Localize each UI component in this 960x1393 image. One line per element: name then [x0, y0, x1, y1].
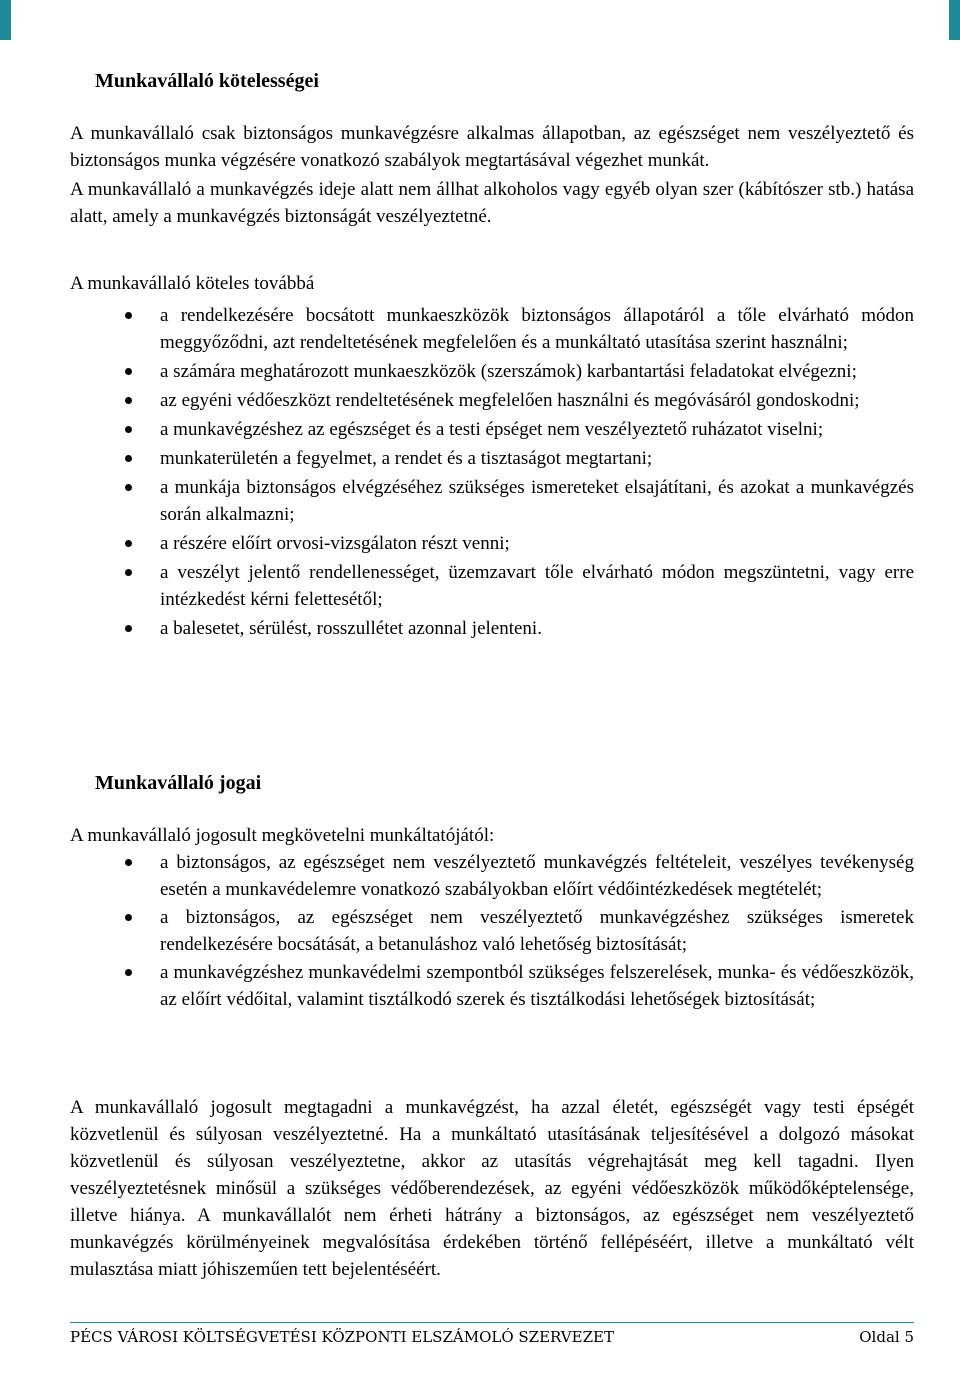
list-item: a részére előírt orvosi-vizsgálaton részt venni;: [70, 530, 914, 557]
list-item: a biztonságos, az egészséget nem veszélyeztető munkavégzés feltételeit, veszélyes tevékenység esetén a munkavédelemre vonatkozó szabályokban előírt védőintézkedések megtételét;: [70, 849, 914, 903]
list-item: munkaterületén a fegyelmet, a rendet és a tisztaságot megtartani;: [70, 445, 914, 472]
paragraph-refuse-work: A munkavállaló jogosult megtagadni a munkavégzést, ha azzal életét, egészségét vagy testi épségét közvetlenül és súlyosan veszélyeztetné. Ha a munkáltató utasításának teljesítésével a dolgozó másokat közvetlenül és súlyosan veszélyeztetne, akkor az utasítás végrehajtását meg kell tagadni. Ilyen veszélyeztetésnek minősül a szükséges védőberendezések, az egyéni védőeszközök működőképtelensége, illetve hiánya. A munkavállalót nem érheti hátrány a biztonságos, az egészséget nem veszélyeztető munkavégzés körülményeinek megvalósítása érdekében történő fellépéséért, illetve a munkáltató vélt mulasztása miatt jóhiszeműen tett bejelentéséért.: [70, 1097, 914, 1280]
paragraph-fitness: A munkavállaló csak biztonságos munkavégzésre alkalmas állapotban, az egészséget nem veszélyeztető és biztonságos munka végzésére vonatkozó szabályok megtartásával végezhet munkát.: [70, 123, 914, 171]
section-heading-obligations: Munkavállaló kötelességei: [95, 70, 319, 92]
page-footer: [70, 1322, 914, 1347]
paragraph-obliged-further: A munkavállaló köteles továbbá: [70, 273, 315, 294]
bullet-icon: [125, 455, 132, 462]
rights-list: [70, 849, 914, 1014]
list-item: a biztonságos, az egészséget nem veszélyeztető munkavégzéshez szükséges ismeretek rendelkezésére bocsátását, a betanuláshoz való lehetőség biztosítását;: [70, 904, 914, 958]
bullet-icon: [125, 859, 132, 866]
bullet-icon: [125, 397, 132, 404]
list-item: a veszélyt jelentő rendellenességet, üzemzavart tőle elvárható módon megszüntetni, vagy erre intézkedést kérni felettesétől;: [70, 559, 914, 613]
list-item: a munkavégzéshez az egészséget és a testi épséget nem veszélyeztető ruházatot viselni;: [70, 416, 914, 443]
list-item: a számára meghatározott munkaeszközök (szerszámok) karbantartási feladatokat elvégezni;: [70, 358, 914, 385]
list-item: a munkája biztonságos elvégzéséhez szükséges ismereteket elsajátítani, és azokat a munkavégzés során alkalmazni;: [70, 474, 914, 528]
section-heading-rights: Munkavállaló jogai: [95, 772, 262, 794]
list-item: az egyéni védőeszközt rendeltetésének megfelelően használni és megóvásáról gondoskodni;: [70, 387, 914, 414]
footer-organization: PÉCS VÁROSI KÖLTSÉGVETÉSI KÖZPONTI ELSZÁMOLÓ SZERVEZET: [70, 1328, 614, 1346]
corner-mark-left: [0, 0, 11, 40]
bullet-icon: [125, 368, 132, 375]
footer-page-number: Oldal 5: [859, 1328, 914, 1346]
obligations-list: [70, 302, 914, 644]
bullet-icon: [125, 625, 132, 632]
bullet-icon: [125, 426, 132, 433]
bullet-icon: [125, 969, 132, 976]
corner-mark-right: [949, 0, 960, 40]
bullet-icon: [125, 569, 132, 576]
bullet-icon: [125, 312, 132, 319]
bullet-icon: [125, 484, 132, 491]
paragraph-alcohol: A munkavállaló a munkavégzés ideje alatt nem állhat alkoholos vagy egyéb olyan szer (kábítószer stb.) hatása alatt, amely a munkavégzés biztonságát veszélyeztetné.: [70, 179, 914, 227]
list-item: a rendelkezésére bocsátott munkaeszközök biztonságos állapotáról a tőle elvárható módon meggyőződni, azt rendeltetésének megfelelően és a munkáltató utasítása szerint használni;: [70, 302, 914, 356]
list-item: a munkavégzéshez munkavédelmi szempontból szükséges felszerelések, munka- és védőeszközök, az előírt védőital, valamint tisztálkodó szerek és tisztálkodási lehetőségek biztosítását;: [70, 959, 914, 1013]
paragraph-entitled-demand: A munkavállaló jogosult megkövetelni munkáltatójától:: [70, 825, 495, 846]
list-item: a balesetet, sérülést, rosszullétet azonnal jelenteni.: [70, 615, 914, 642]
bullet-icon: [125, 914, 132, 921]
bullet-icon: [125, 540, 132, 547]
